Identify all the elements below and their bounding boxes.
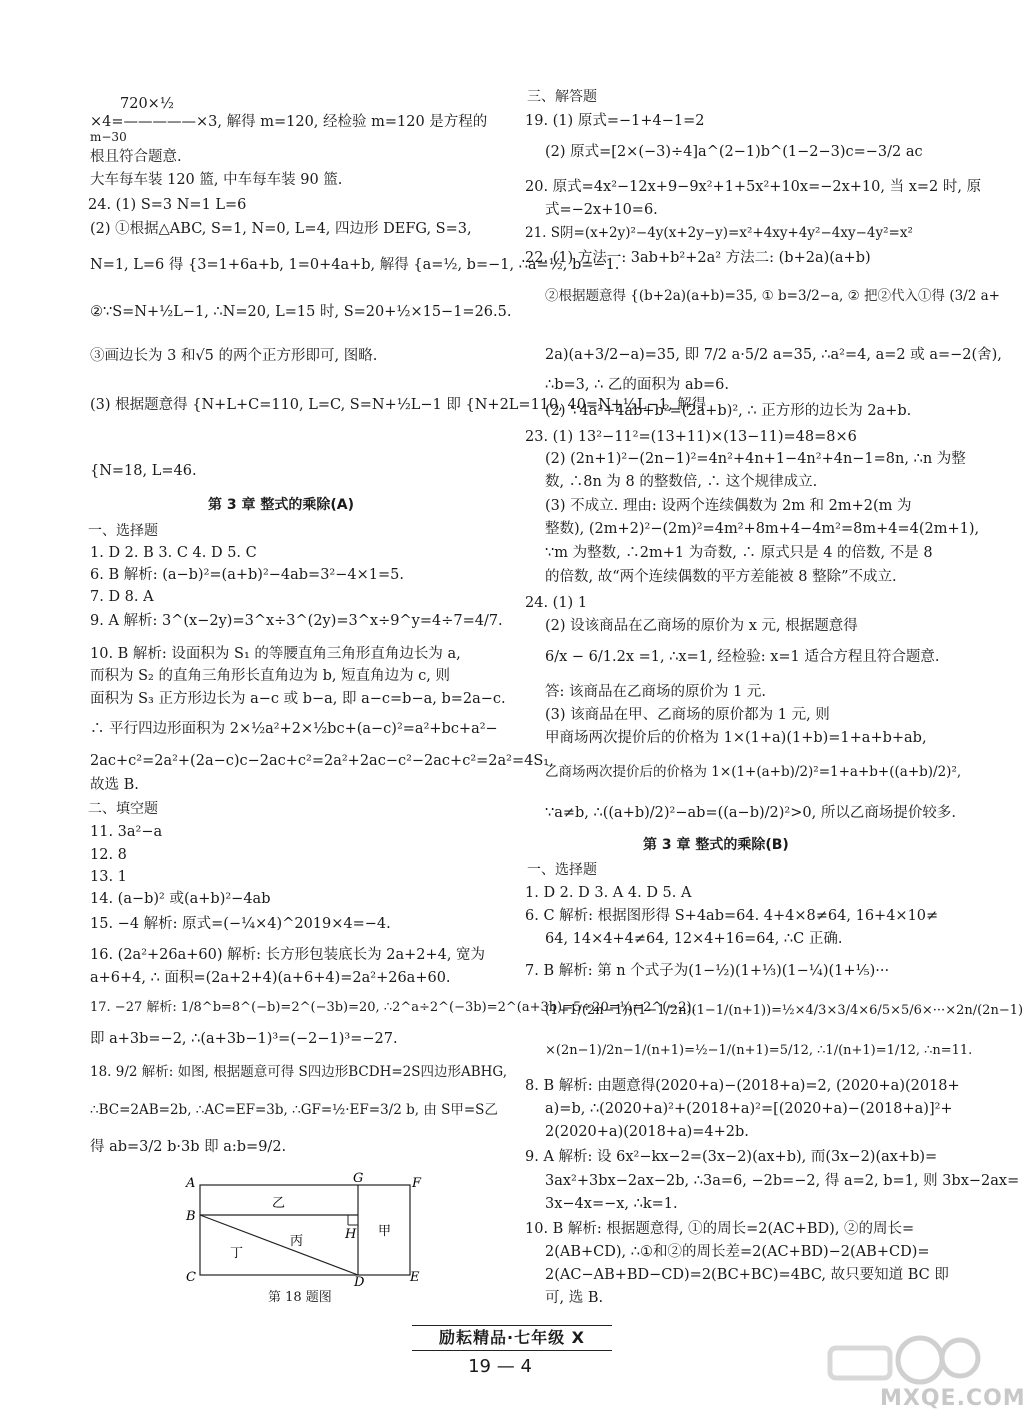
text-line: 8. B 解析: 由题意得(2020+a)−(2018+a)=2, (2020+a)(2018+ <box>525 1078 960 1094</box>
label-a: A <box>186 1176 196 1191</box>
text-line: (1+1/(2n−1))(1−1/2n)(1−1/(n+1))=½×4/3×3/4×6/5×5/6×···×2n/(2n−1) <box>545 1003 1024 1018</box>
text-line: 64, 14×4+4≠64, 12×4+16=64, ∴C 正确. <box>545 931 843 947</box>
text-line: 22. (1) 方法一: 3ab+b²+2a² 方法二: (b+2a)(a+b) <box>525 250 871 266</box>
text-line: {N=18, L=46. <box>90 463 197 479</box>
text-line: ∴b=3, ∴ 乙的面积为 ab=6. <box>545 377 729 393</box>
text-line: 2ac+c²=2a²+(2a−c)c−2ac+c²=2a²+2ac−c²−2ac+c²=2a²=4S₁, <box>90 753 554 769</box>
section-heading: 二、填空题 <box>88 801 158 817</box>
text-line: 6. B 解析: (a−b)²=(a+b)²−4ab=3²−4×1=5. <box>90 567 404 583</box>
text-line: 整数), (2m+2)²−(2m)²=4m²+8m+4−4m²=8m+4=4(2m+1), <box>545 521 980 537</box>
text-line: 18. 9/2 解析: 如图, 根据题意可得 S四边形BCDH=2S四边形ABHG, <box>90 1064 508 1080</box>
text-line: ∵a≠b, ∴((a+b)/2)²−ab=((a−b)/2)²>0, 所以乙商场提价较多. <box>545 805 956 821</box>
label-b: B <box>186 1209 196 1224</box>
text-line: a)=b, ∴(2020+a)²+(2018+a)²=[(2020+a)−(2018+a)]²+ <box>545 1101 953 1117</box>
label-f: F <box>412 1176 422 1191</box>
text-line: a+6+4, ∴ 面积=(2a+2+4)(a+6+4)=2a²+26a+60. <box>90 970 451 986</box>
text-line: (2) 原式=[2×(−3)÷4]a^(2−1)b^(1−2−3)c=−3/2 ac <box>545 144 923 160</box>
label-e: E <box>410 1270 420 1285</box>
text-line: 1. D 2. D 3. A 4. D 5. A <box>525 885 692 901</box>
label-h: H <box>345 1227 357 1242</box>
text-line: (2) ∵4a²+4ab+b²=(2a+b)², ∴ 正方形的边长为 2a+b. <box>545 403 912 419</box>
text-line: 乙商场两次提价后的价格为 1×(1+(a+b)/2)²=1+a+b+((a+b)/2)², <box>545 764 962 780</box>
region-yi: 乙 <box>272 1196 286 1211</box>
chapter-heading: 第 3 章 整式的乘除(A) <box>208 497 354 513</box>
text-line: (3) 不成立. 理由: 设两个连续偶数为 2m 和 2m+2(m 为 <box>545 498 912 514</box>
text-line: ×4=—————×3, 解得 m=120, 经检验 m=120 是方程的 <box>90 114 488 130</box>
text-line: 得 ab=3/2 b·3b 即 a:b=9/2. <box>90 1139 287 1155</box>
label-g: G <box>353 1171 364 1186</box>
text-line: 答: 该商品在乙商场的原价为 1 元. <box>545 684 767 700</box>
text-line: 6. C 解析: 根据图形得 S+4ab=64. 4+4×8≠64, 16+4×10≠ <box>525 908 939 924</box>
label-c: C <box>186 1270 196 1285</box>
text-line: ③画边长为 3 和√5 的两个正方形即可, 图略. <box>90 348 378 364</box>
figure-caption: 第 18 题图 <box>268 1290 332 1305</box>
text-line: 21. S阴=(x+2y)²−4y(x+2y−y)=x²+4xy+4y²−4xy−4y²=x² <box>525 225 913 241</box>
text-line: 数, ∴8n 为 8 的整数倍, ∴ 这个规律成立. <box>545 474 818 490</box>
text-line: 2(AC−AB+BD−CD)=2(BC+BC)=4BC, 故只要知道 BC 即 <box>545 1267 949 1283</box>
text-line: 2(2020+a)(2018+a)=4+2b. <box>545 1124 749 1140</box>
text-line: 19. (1) 原式=−1+4−1=2 <box>525 113 705 129</box>
text-line: 2a)(a+3/2−a)=35, 即 7/2 a·5/2 a=35, ∴a²=4, a=2 或 a=−2(舍), <box>545 347 1002 363</box>
text-line: 3x−4x=−x, ∴k=1. <box>545 1196 678 1212</box>
text-line: 24. (1) S=3 N=1 L=6 <box>88 197 247 213</box>
text-line: ②根据题意得 {(b+2a)(a+b)=35, ① b=3/2−a, ② 把②代入①得 (3/2 a+ <box>545 288 1000 304</box>
label-d: D <box>354 1275 365 1290</box>
text-line: 的倍数, 故“两个连续偶数的平方差能被 8 整除”不成立. <box>545 569 897 585</box>
section-heading: 一、选择题 <box>527 862 597 878</box>
text-line: 甲商场两次提价后的价格为 1×(1+a)(1+b)=1+a+b+ab, <box>545 730 927 746</box>
text-line: 而积为 S₂ 的直角三角形长直角边为 b, 短直角边为 c, 则 <box>90 668 451 684</box>
text-line: (2) ①根据△ABC, S=1, N=0, L=4, 四边形 DEFG, S=3, <box>90 221 472 237</box>
text-line: 即 a+3b=−2, ∴(a+3b−1)³=(−2−1)³=−27. <box>90 1031 398 1047</box>
text-line: ②∵S=N+½L−1, ∴N=20, L=15 时, S=20+½×15−1=26.5. <box>90 304 512 320</box>
text-line: 7. B 解析: 第 n 个式子为(1−½)(1+⅓)(1−¼)(1+⅕)··· <box>525 963 890 979</box>
region-ding: 丁 <box>230 1246 244 1261</box>
text-line: ×(2n−1)/2n−1/(n+1)=½−1/(n+1)=5/12, ∴1/(n+1)=1/12, ∴n=11. <box>545 1043 973 1058</box>
text-line: 17. −27 解析: 1/8^b=8^(−b)=2^(−3b)=20, ∴2^a÷2^(−3b)=2^(a+3b)=5÷20=¼=2^(−2), <box>90 1000 696 1015</box>
text-line: 20. 原式=4x²−12x+9−9x²+1+5x²+10x=−2x+10, 当 x=2 时, 原 <box>525 179 982 195</box>
text-line: 3ax²+3bx−2ax−2b, ∴3a=6, −2b=−2, 得 a=2, b=1, 则 3bx−2ax= <box>545 1173 1020 1189</box>
text-line: 可, 选 B. <box>545 1290 604 1306</box>
text-line: 2(AB+CD), ∴①和②的周长差=2(AC+BD)−2(AB+CD)= <box>545 1244 930 1260</box>
text-line: 1. D 2. B 3. C 4. D 5. C <box>90 545 257 561</box>
chapter-heading: 第 3 章 整式的乘除(B) <box>643 837 789 853</box>
text-line: 12. 8 <box>90 847 127 863</box>
text-line: 式=−2x+10=6. <box>545 202 658 218</box>
text-line: 大车每车装 120 篮, 中车每车装 90 篮. <box>90 172 343 188</box>
text-line: 13. 1 <box>90 869 127 885</box>
text-line: 9. A 解析: 设 6x²−kx−2=(3x−2)(ax+b), 而(3x−2)(ax+b)= <box>525 1149 938 1165</box>
watermark-text: MXQE.COM <box>880 1386 1026 1411</box>
text-line: 10. B 解析: 根据题意得, ①的周长=2(AC+BD), ②的周长= <box>525 1221 915 1237</box>
page-number: 19 — 4 <box>468 1356 532 1377</box>
text-line: 23. (1) 13²−11²=(13+11)×(13−11)=48=8×6 <box>525 429 857 445</box>
text-line: 故选 B. <box>90 777 139 793</box>
text-line: 11. 3a²−a <box>90 824 163 840</box>
text-line: 根且符合题意. <box>90 149 182 165</box>
text-line: 7. D 8. A <box>90 589 154 605</box>
text-line: 16. (2a²+26a+60) 解析: 长方形包装底长为 2a+2+4, 宽为 <box>90 947 486 963</box>
text-line: m−30 <box>90 130 127 144</box>
text-line: ∴BC=2AB=2b, ∴AC=EF=3b, ∴GF=½·EF=3/2 b, 由 S甲=S乙 <box>90 1102 498 1118</box>
text-line: 面积为 S₃ 正方形边长为 a−c 或 b−a, 即 a−c=b−a, b=2a−c. <box>90 691 506 707</box>
section-heading: 三、解答题 <box>527 89 597 105</box>
text-line: (2) 设该商品在乙商场的原价为 x 元, 根据题意得 <box>545 618 858 634</box>
text-line: 6/x − 6/1.2x =1, ∴x=1, 经检验: x=1 适合方程且符合题意. <box>545 649 940 665</box>
text-line: (3) 该商品在甲、乙商场的原价都为 1 元, 则 <box>545 707 830 723</box>
text-line: 720×½ <box>120 96 174 112</box>
text-line: ∴ 平行四边形面积为 2×½a²+2×½bc+(a−c)²=a²+bc+a²− <box>90 721 498 737</box>
section-heading: 一、选择题 <box>88 523 158 539</box>
text-line: 24. (1) 1 <box>525 595 588 611</box>
text-line: ∵m 为整数, ∴2m+1 为奇数, ∴ 原式只是 4 的倍数, 不是 8 <box>545 545 933 561</box>
text-line: (3) 根据题意得 {N+L+C=110, L=C, S=N+½L−1 即 {N+2L=110, 40=N+½L−1, 解得 <box>90 397 707 413</box>
text-line: (2) (2n+1)²−(2n−1)²=4n²+4n+1−4n²+4n−1=8n, ∴n 为整 <box>545 451 966 467</box>
region-jia: 甲 <box>378 1224 392 1239</box>
footer-brand: 励耘精品·七年级 X <box>412 1325 612 1351</box>
figure-18-diagram <box>180 1171 422 1290</box>
text-line: 14. (a−b)² 或(a+b)²−4ab <box>90 891 271 907</box>
text-line: N=1, L=6 得 {3=1+6a+b, 1=0+4a+b, 解得 {a=½, b=−1, ∴a=½, b=−1. <box>90 257 620 273</box>
text-line: 10. B 解析: 设面积为 S₁ 的等腰直角三角形直角边长为 a, <box>90 646 461 662</box>
text-line: 15. −4 解析: 原式=(−¼×4)^2019×4=−4. <box>90 916 391 932</box>
region-bing: 丙 <box>290 1234 304 1249</box>
text-line: 9. A 解析: 3^(x−2y)=3^x÷3^(2y)=3^x÷9^y=4÷7=4/7. <box>90 613 503 629</box>
